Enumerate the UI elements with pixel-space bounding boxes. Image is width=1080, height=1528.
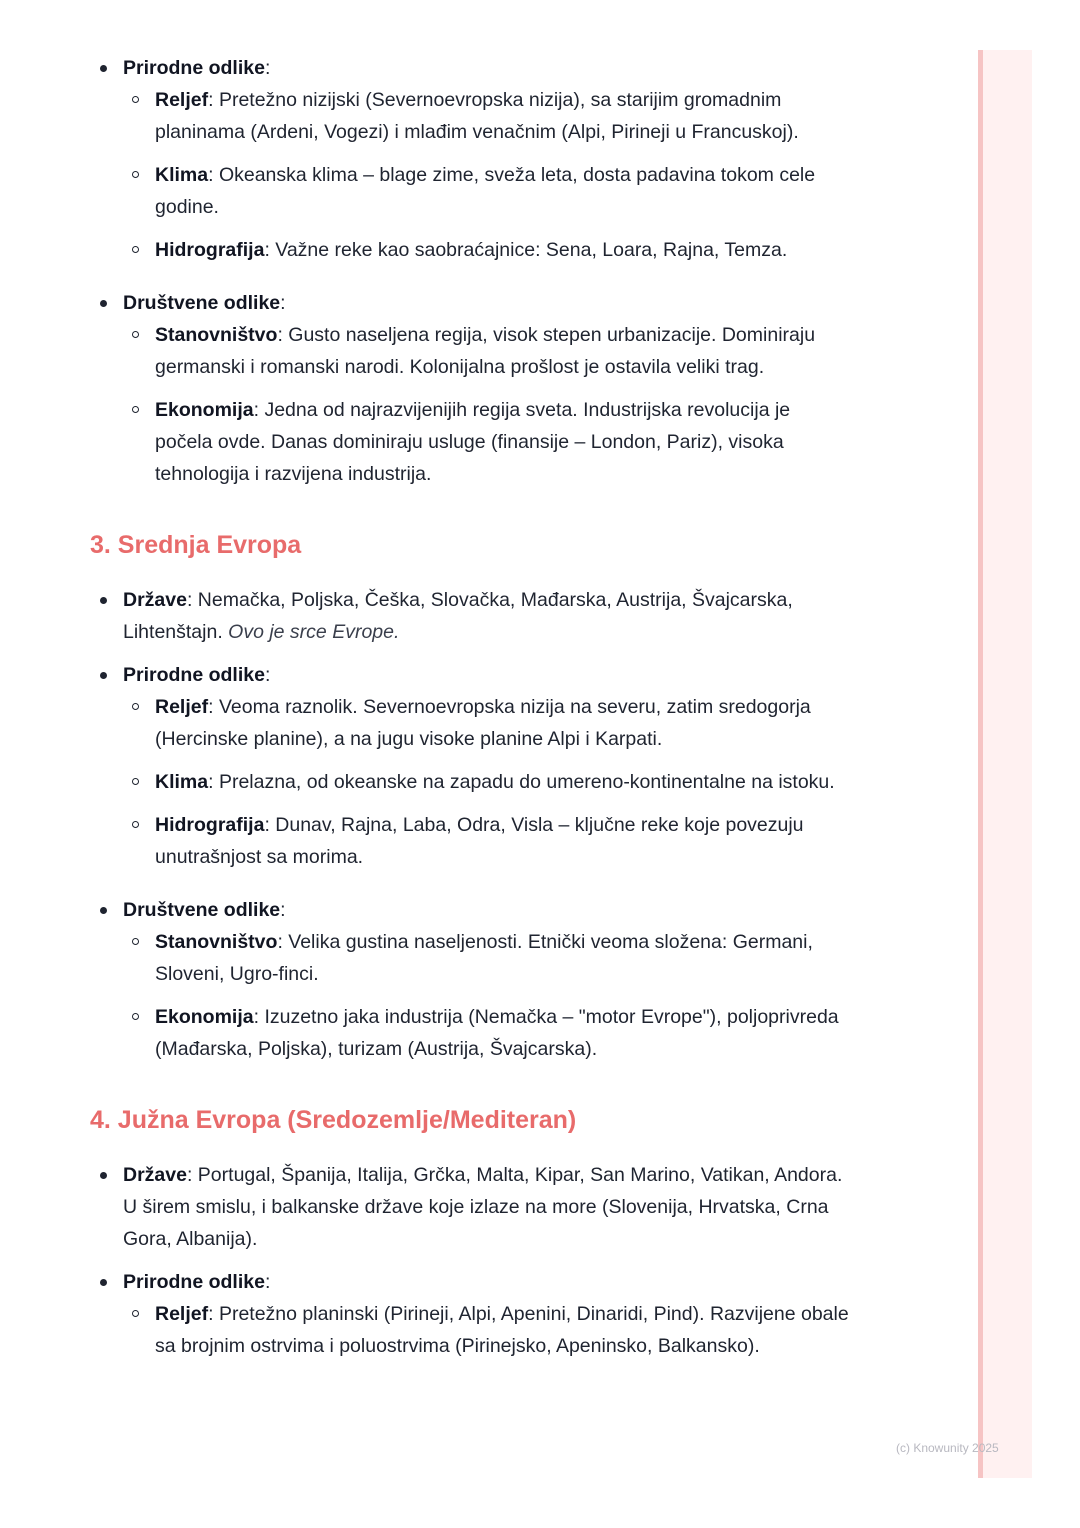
list-item: Društvene odlike: Stanovništvo: Velika gustina naseljenosti. Etnički veoma složena: Germani, Sloveni, Ugro-finci. Ekonomija: Izuzetno jaka industrija (Nemačka – "motor Evrope"), poljoprivreda (Mađarska, Poljska), turizam (Austrija, Švajcarska). — [90, 894, 850, 1065]
sub-item-text: : Pretežno planinski (Pirineji, Alpi, Apenini, Dinaridi, Pind). Razvijene obale sa brojnim ostrvima i poluostrvima (Pirinejsko, Apeninsko, Balkansko). — [155, 1303, 849, 1357]
sub-item-label: Reljef — [155, 696, 209, 718]
item-label: Države — [123, 1164, 187, 1186]
sub-item-label: Stanovništvo — [155, 324, 278, 346]
section-heading: 3. Srednja Evropa — [90, 531, 302, 559]
sub-item-text: : Pretežno nizijski (Severnoevropska nizija), sa starijim gromadnim planinama (Ardeni, Vogezi) i mlađim venačnim (Alpi, Pirineji u Francuskoj). — [155, 89, 799, 143]
sub-item-text: : Dunav, Rajna, Laba, Odra, Visla – ključne reke koje povezuju unutrašnjost sa morima. — [155, 814, 804, 868]
sub-list-item — [123, 319, 850, 383]
sub-item-label: Ekonomija — [155, 399, 254, 421]
sub-list-item — [123, 234, 850, 266]
sub-item-label: Stanovništvo — [155, 931, 278, 953]
sub-list-item — [123, 809, 850, 873]
item-label: Prirodne odlike — [123, 664, 265, 686]
sub-item-label: Klima — [155, 164, 209, 186]
sub-list-item — [123, 691, 850, 755]
sub-list — [123, 926, 850, 1065]
sub-list — [123, 84, 850, 266]
list-item — [90, 1159, 850, 1255]
page-margin-strip — [978, 50, 1032, 1478]
sub-list — [123, 691, 850, 873]
section-list — [90, 584, 850, 1065]
item-italic-text: Ovo je srce Evrope. — [228, 621, 400, 643]
sub-list — [123, 1298, 850, 1362]
sub-item-label: Reljef — [155, 89, 209, 111]
sub-list-item — [123, 766, 850, 798]
sub-item-label: Reljef — [155, 1303, 209, 1325]
sub-list-item — [123, 1001, 850, 1065]
sub-list-item — [123, 1298, 850, 1362]
sub-list-item — [123, 84, 850, 148]
item-label: Društvene odlike — [123, 899, 281, 921]
sub-item-text: : Prelazna, od okeanske na zapadu do umereno-kontinentalne na istoku. — [208, 771, 835, 793]
sub-item-text: : Izuzetno jaka industrija (Nemačka – "motor Evrope"), poljoprivreda (Mađarska, Poljska), turizam (Austrija, Švajcarska). — [155, 1006, 839, 1060]
list-item: Prirodne odlike: Reljef: Veoma raznolik. Severnoevropska nizija na severu, zatim sredogorja (Hercinske planine), a na jugu visoke planine Alpi i Karpati. Klima: Prelazna, od okeanske na zapadu do umereno-kontinentalne na istoku. Hidrografija: Dunav, Rajna, Laba, Odra, Visla – ključne reke koje povezuju unutrašnjost sa morima. — [90, 659, 850, 873]
item-label: Države — [123, 589, 187, 611]
section-list — [90, 52, 850, 490]
item-text: : Portugal, Španija, Italija, Grčka, Malta, Kipar, San Marino, Vatikan, Andora. U širem smislu, i balkanske države koje izlaze na more (Slovenija, Hrvatska, Crna Gora, Albanija). — [123, 1164, 843, 1250]
section-heading: 4. Južna Evropa (Sredozemlje/Mediteran) — [90, 1106, 577, 1134]
sub-item-label: Ekonomija — [155, 1006, 254, 1028]
copyright-footer: (c) Knowunity 2025 — [896, 1441, 999, 1455]
sub-list — [123, 319, 850, 490]
sub-item-text: : Velika gustina naseljenosti. Etnički veoma složena: Germani, Sloveni, Ugro-finci. — [155, 931, 813, 985]
list-item: Prirodne odlike: Reljef: Pretežno nizijski (Severnoevropska nizija), sa starijim gromadnim planinama (Ardeni, Vogezi) i mlađim venačnim (Alpi, Pirineji u Francuskoj). Klima: Okeanska klima – blage zime, sveža leta, dosta padavina tokom cele godine. Hidrografija: Važne reke kao saobraćajnice: Sena, Loara, Rajna, Temza. — [90, 52, 850, 266]
item-label: Društvene odlike — [123, 292, 281, 314]
sub-item-text: : Okeanska klima – blage zime, sveža leta, dosta padavina tokom cele godine. — [155, 164, 816, 218]
document-content — [90, 52, 850, 1383]
sub-item-text: : Važne reke kao saobraćajnice: Sena, Loara, Rajna, Temza. — [264, 239, 788, 261]
item-text: : Nemačka, Poljska, Češka, Slovačka, Mađarska, Austrija, Švajcarska, Lihtenštajn. — [123, 589, 793, 643]
sub-item-text: : Gusto naseljena regija, visok stepen urbanizacije. Dominiraju germanski i romanski narodi. Kolonijalna prošlost je ostavila veliki trag. — [155, 324, 816, 378]
section-list — [90, 1159, 850, 1362]
item-label: Prirodne odlike — [123, 1271, 265, 1293]
sub-item-label: Hidrografija — [155, 239, 265, 261]
list-item: Društvene odlike: Stanovništvo: Gusto naseljena regija, visok stepen urbanizacije. Dominiraju germanski i romanski narodi. Kolonijalna prošlost je ostavila veliki trag. Ekonomija: Jedna od najrazvijenijih regija sveta. Industrijska revolucija je počela ovde. Danas dominiraju usluge (finansije – London, Pariz), visoka tehnologija i razvijena industrija. — [90, 287, 850, 490]
sub-item-text: : Veoma raznolik. Severnoevropska nizija na severu, zatim sredogorja (Hercinske planine), a na jugu visoke planine Alpi i Karpati. — [155, 696, 811, 750]
sub-list-item — [123, 159, 850, 223]
sub-item-label: Hidrografija — [155, 814, 265, 836]
sub-item-text: : Jedna od najrazvijenijih regija sveta. Industrijska revolucija je počela ovde. Danas dominiraju usluge (finansije – London, Pariz), visoka tehnologija i razvijena industrija. — [155, 399, 791, 485]
sub-list-item — [123, 394, 850, 490]
item-label: Prirodne odlike — [123, 57, 265, 79]
sub-list-item — [123, 926, 850, 990]
sub-item-label: Klima — [155, 771, 209, 793]
list-item: Prirodne odlike: Reljef: Pretežno planinski (Pirineji, Alpi, Apenini, Dinaridi, Pind). Razvijene obale sa brojnim ostrvima i poluostrvima (Pirinejsko, Apeninsko, Balkansko). — [90, 1266, 850, 1362]
list-item — [90, 584, 850, 648]
